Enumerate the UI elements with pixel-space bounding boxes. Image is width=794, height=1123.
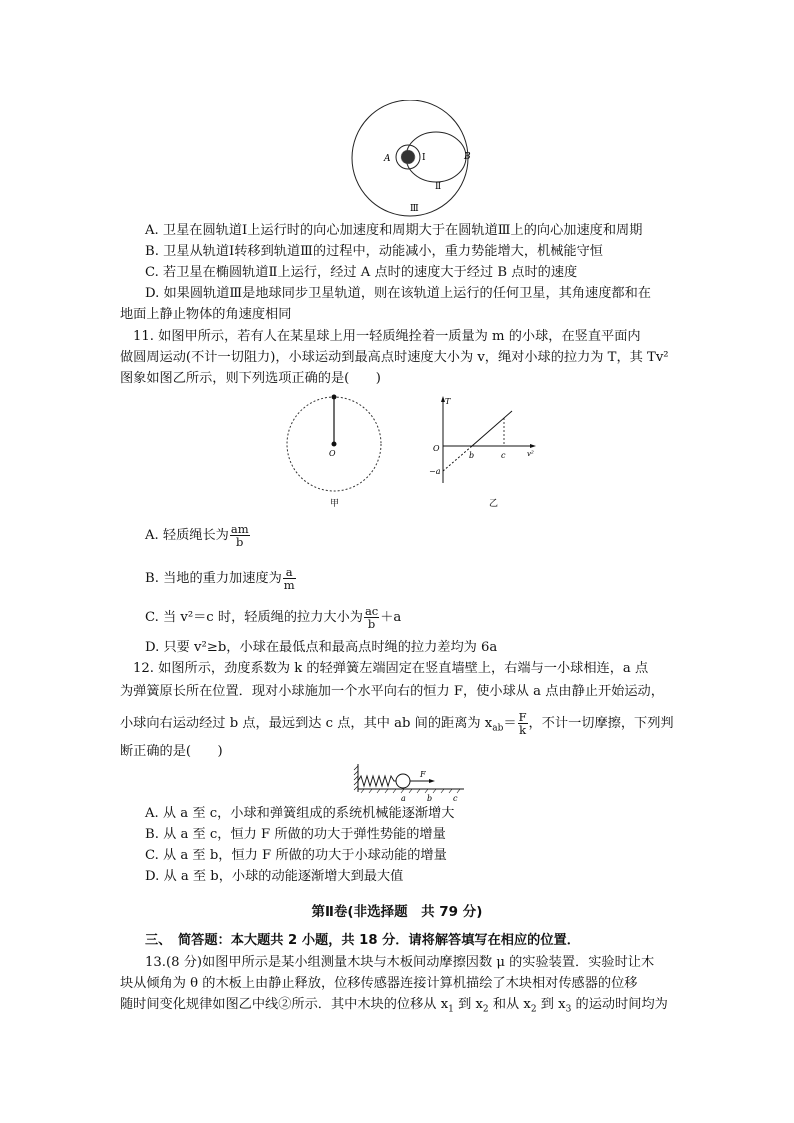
ball	[396, 774, 410, 788]
q12-option-d: D. 从 a 至 b，小球的动能逐渐增大到最大值	[145, 869, 404, 884]
q12-option-a: A. 从 a 至 c，小球和弹簧组成的系统机械能逐渐增大	[145, 806, 455, 821]
q10-option-c: C. 若卫星在椭圆轨道Ⅱ上运行，经过 A 点时的速度大于经过 B 点时的速度	[145, 265, 578, 280]
section-3-heading: 三、 简答题：本大题共 2 小题，共 18 分．请将解答填写在相应的位置．	[145, 933, 580, 948]
yi-caption: 乙	[489, 499, 499, 509]
fig-jia	[282, 392, 388, 512]
q11-option-b: B. 当地的重力加速度为 $\frac{a}{m}$	[145, 565, 295, 592]
point-b: b	[427, 794, 433, 803]
section-2-title: 第Ⅱ卷(非选择题 共 79 分)	[311, 904, 483, 920]
q11-option-a: A. 轻质绳长为 $\frac{am}{b}$	[145, 522, 249, 549]
yi-label-O: O	[433, 444, 440, 453]
q11-option-d: D. 只要 v²≥b，小球在最低点和最高点时绳的拉力差均为 6a	[145, 640, 498, 655]
yi-label-c: c	[501, 451, 506, 460]
spring	[358, 776, 396, 786]
q13-stem-1: 13.(8 分)如图甲所示是某小组测量木块与木板间动摩擦因数 μ 的实验装置．实验时让木	[145, 955, 655, 970]
point-a: a	[401, 794, 406, 803]
q11-stem-3: 图象如图乙所示，则下列选项正确的是( )	[120, 371, 381, 386]
q12-option-c: C. 从 a 至 b，恒力 F 所做的功大于小球动能的增量	[145, 848, 447, 863]
yi-line-dashed	[443, 446, 475, 471]
q12-stem-4: 断正确的是( )	[120, 744, 223, 759]
q12-stem-1: 12. 如图所示，劲度系数为 k 的轻弹簧左端固定在竖直墙壁上，右端与一小球相连，a 点	[133, 661, 649, 676]
yi-label-a: −a	[429, 467, 441, 476]
label-A: A	[384, 154, 391, 164]
label-II: Ⅱ	[435, 182, 442, 192]
yi-label-v2: v²	[527, 450, 534, 458]
yi-line-solid	[472, 411, 512, 446]
label-I: Ⅰ	[422, 153, 426, 163]
q12-stem-2: 为弹簧原长所在位置．现对小球施加一个水平向右的恒力 F，使小球从 a 点由静止开始运动，	[120, 684, 664, 699]
label-III: Ⅲ	[410, 204, 419, 214]
q13-stem-3: 随时间变化规律如图乙中线②所示．其中木块的位移从 $x_1$ 到 $x_2$ 和从 $x_2$ 到 $x_3$ 的运动时间均为	[120, 997, 668, 1015]
point-c: c	[453, 794, 458, 803]
q10-option-d: D. 如果圆轨道Ⅲ是地球同步卫星轨道，则在该轨道上运行的任何卫星，其角速度都和在	[145, 286, 651, 301]
spring-figure	[352, 762, 467, 804]
q12-stem-3: 小球向右运动经过 b 点，最远到达 c 点，其中 ab 间的距离为 $x_{ab}=$ $\frac{F}{k}$ ，不计一切摩擦，下列判	[120, 710, 674, 737]
q10-option-d-cont: 地面上静止物体的角速度相同	[120, 307, 292, 322]
q13-stem-2: 块从倾角为 θ 的木板上由静止释放，位移传感器连接计算机描绘了木块相对传感器的位移	[120, 976, 638, 991]
orbit-figure	[340, 100, 490, 218]
q10-option-b: B. 卫星从轨道Ⅰ转移到轨道Ⅲ的过程中，动能减小，重力势能增大，机械能守恒	[145, 244, 603, 259]
label-B: B	[464, 152, 471, 162]
q11-stem-1: 11. 如图甲所示，若有人在某星球上用一轻质绳拴着一质量为 m 的小球，在竖直平面内	[133, 329, 641, 344]
yi-label-T: T	[445, 397, 451, 406]
jia-label-O: O	[329, 449, 336, 458]
q11-stem-2: 做圆周运动(不计一切阻力)，小球运动到最高点时速度大小为 v，绳对小球的拉力为 T，其 Tv²	[120, 350, 669, 365]
q12-option-b: B. 从 a 至 c，恒力 F 所做的功大于弹性势能的增量	[145, 827, 446, 842]
yi-label-b: b	[469, 451, 475, 460]
q10-option-a: A. 卫星在圆轨道Ⅰ上运行时的向心加速度和周期大于在圆轨道Ⅲ上的向心加速度和周期	[145, 223, 643, 238]
ball-top	[332, 395, 337, 400]
jia-caption: 甲	[330, 499, 340, 509]
fig-yi	[425, 393, 545, 513]
q11-option-c: C. 当 v²＝c 时，轻质绳的拉力大小为 $\frac{ac}{b}$ ＋a	[145, 604, 402, 631]
center-O	[332, 442, 337, 447]
force-F: F	[420, 770, 426, 779]
